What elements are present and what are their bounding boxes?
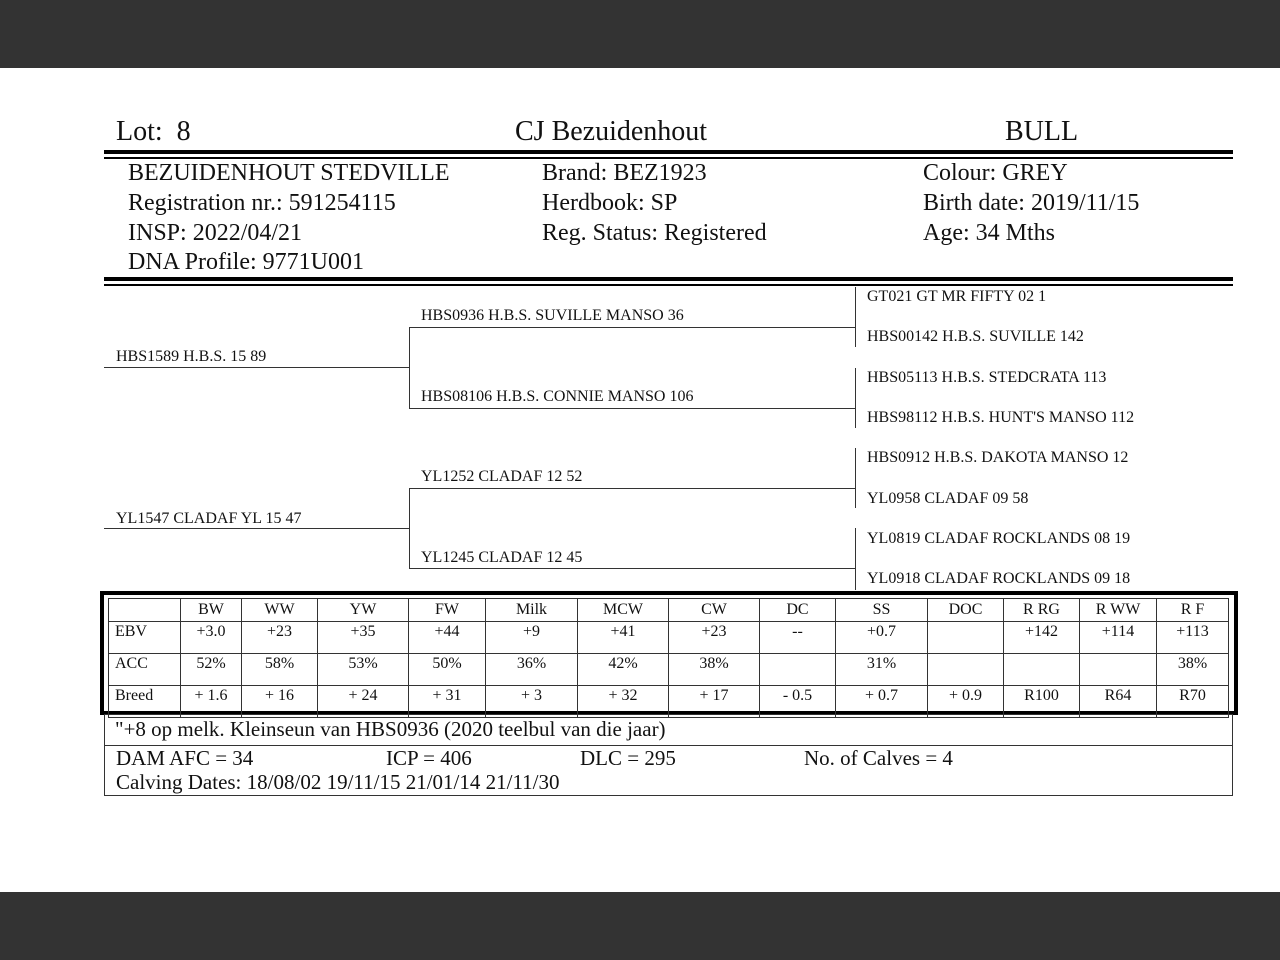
pedigree-sire: HBS1589 H.B.S. 15 89 bbox=[116, 348, 267, 365]
table-header-cell: FW bbox=[409, 599, 486, 622]
header-rule-thin bbox=[104, 157, 1233, 159]
seller-name: CJ Bezuidenhout bbox=[515, 116, 708, 147]
notes-box bbox=[104, 714, 1233, 796]
pedigree-dam-dam: YL1245 CLADAF 12 45 bbox=[421, 549, 583, 566]
pedigree-ggp-1: GT021 GT MR FIFTY 02 1 bbox=[867, 288, 1047, 305]
table-cell: 31% bbox=[836, 654, 928, 686]
age: Age: 34 Mths bbox=[923, 220, 1055, 246]
table-cell bbox=[928, 654, 1004, 686]
table-cell: + 0.7 bbox=[836, 686, 928, 718]
table-cell: +23 bbox=[242, 622, 318, 654]
table-cell: 36% bbox=[486, 654, 578, 686]
table-row bbox=[109, 686, 1229, 718]
table-cell bbox=[1080, 654, 1157, 686]
pedigree-sire-dam: HBS08106 H.B.S. CONNIE MANSO 106 bbox=[421, 388, 694, 405]
table-cell: +9 bbox=[486, 622, 578, 654]
table-cell: R100 bbox=[1004, 686, 1080, 718]
table-cell: +35 bbox=[318, 622, 409, 654]
pedigree-dam-sire: YL1252 CLADAF 12 52 bbox=[421, 468, 583, 485]
table-header-cell: YW bbox=[318, 599, 409, 622]
pedigree-ggp-8: YL0918 CLADAF ROCKLANDS 09 18 bbox=[867, 570, 1131, 587]
pedigree-line bbox=[409, 327, 856, 328]
info-rule-thick bbox=[104, 277, 1233, 281]
pedigree-sire-sire: HBS0936 H.B.S. SUVILLE MANSO 36 bbox=[421, 307, 684, 324]
table-cell: -- bbox=[760, 622, 836, 654]
table-header-cell: R RG bbox=[1004, 599, 1080, 622]
table-cell: +114 bbox=[1080, 622, 1157, 654]
table-row bbox=[109, 654, 1229, 686]
table-header-cell: R F bbox=[1157, 599, 1229, 622]
pedigree-ggp-4: HBS98112 H.B.S. HUNT'S MANSO 112 bbox=[867, 409, 1135, 426]
birth-date: Birth date: 2019/11/15 bbox=[923, 190, 1140, 216]
lot-number: 8 bbox=[176, 116, 191, 147]
table-header-cell: SS bbox=[836, 599, 928, 622]
table-cell bbox=[760, 654, 836, 686]
lot-label: Lot: bbox=[116, 116, 163, 147]
herdbook: Herdbook: SP bbox=[542, 190, 678, 216]
table-cell: 53% bbox=[318, 654, 409, 686]
calving-dates: Calving Dates: 18/08/02 19/11/15 21/01/14 21/11/30 bbox=[116, 770, 560, 794]
info-rule-thin bbox=[104, 284, 1233, 286]
top-letterbox-bar bbox=[0, 0, 1280, 68]
table-row-label: Breed bbox=[109, 686, 181, 718]
table-header-cell bbox=[109, 599, 181, 622]
dam-afc: DAM AFC = 34 bbox=[116, 746, 254, 770]
table-cell: +113 bbox=[1157, 622, 1229, 654]
table-cell: + 3 bbox=[486, 686, 578, 718]
table-cell: + 0.9 bbox=[928, 686, 1004, 718]
table-cell: 52% bbox=[181, 654, 242, 686]
table-cell: + 24 bbox=[318, 686, 409, 718]
animal-name: BEZUIDENHOUT STEDVILLE bbox=[128, 160, 450, 186]
dna-profile: DNA Profile: 9771U001 bbox=[128, 249, 364, 275]
table-cell: - 0.5 bbox=[760, 686, 836, 718]
registration-number: Registration nr.: 591254115 bbox=[128, 190, 396, 216]
table-cell: + 16 bbox=[242, 686, 318, 718]
header-rule-thick bbox=[104, 150, 1233, 154]
table-header-cell: DOC bbox=[928, 599, 1004, 622]
table-cell: +0.7 bbox=[836, 622, 928, 654]
breeder-comment: "+8 op melk. Kleinseun van HBS0936 (2020 teelbul van die jaar) bbox=[105, 715, 1232, 746]
pedigree-ggp-2: HBS00142 H.B.S. SUVILLE 142 bbox=[867, 328, 1084, 345]
table-header-cell: Milk bbox=[486, 599, 578, 622]
bottom-letterbox-bar bbox=[0, 892, 1280, 960]
pedigree-line bbox=[104, 528, 410, 529]
table-cell: 42% bbox=[578, 654, 669, 686]
table-cell: +41 bbox=[578, 622, 669, 654]
pedigree-ggp-6: YL0958 CLADAF 09 58 bbox=[867, 490, 1029, 507]
colour: Colour: GREY bbox=[923, 160, 1068, 186]
pedigree-line bbox=[855, 368, 856, 428]
table-row-label: EBV bbox=[109, 622, 181, 654]
pedigree-ggp-5: HBS0912 H.B.S. DAKOTA MANSO 12 bbox=[867, 449, 1129, 466]
table-row-label: ACC bbox=[109, 654, 181, 686]
registration-status: Reg. Status: Registered bbox=[542, 220, 767, 246]
table-cell: +3.0 bbox=[181, 622, 242, 654]
pedigree-line bbox=[409, 327, 410, 409]
table-cell: R64 bbox=[1080, 686, 1157, 718]
table-header-cell: R WW bbox=[1080, 599, 1157, 622]
insp-date: INSP: 2022/04/21 bbox=[128, 220, 303, 246]
pedigree-line bbox=[855, 528, 856, 590]
table-cell: 50% bbox=[409, 654, 486, 686]
pedigree-dam: YL1547 CLADAF YL 15 47 bbox=[116, 510, 302, 527]
table-cell bbox=[1004, 654, 1080, 686]
table-cell: +23 bbox=[669, 622, 760, 654]
dam-calves-count: No. of Calves = 4 bbox=[804, 746, 953, 770]
ebv-table bbox=[108, 598, 1229, 718]
lot-heading bbox=[116, 116, 191, 148]
pedigree-line bbox=[855, 287, 856, 347]
table-cell: + 17 bbox=[669, 686, 760, 718]
table-cell: + 32 bbox=[578, 686, 669, 718]
table-row bbox=[109, 622, 1229, 654]
pedigree-line bbox=[409, 408, 856, 409]
table-header-cell: CW bbox=[669, 599, 760, 622]
pedigree-line bbox=[104, 367, 410, 368]
table-cell: +142 bbox=[1004, 622, 1080, 654]
brand: Brand: BEZ1923 bbox=[542, 160, 707, 186]
table-header-cell: MCW bbox=[578, 599, 669, 622]
pedigree-line bbox=[855, 448, 856, 508]
pedigree-line bbox=[409, 568, 856, 569]
pedigree-line bbox=[409, 488, 856, 489]
table-cell: 58% bbox=[242, 654, 318, 686]
table-cell: +44 bbox=[409, 622, 486, 654]
animal-sex: BULL bbox=[1005, 116, 1079, 147]
table-header-cell: WW bbox=[242, 599, 318, 622]
dam-dlc: DLC = 295 bbox=[580, 746, 676, 770]
table-cell: + 31 bbox=[409, 686, 486, 718]
pedigree-ggp-3: HBS05113 H.B.S. STEDCRATA 113 bbox=[867, 369, 1107, 386]
table-header-cell: DC bbox=[760, 599, 836, 622]
table-cell: R70 bbox=[1157, 686, 1229, 718]
table-cell: 38% bbox=[1157, 654, 1229, 686]
table-cell bbox=[928, 622, 1004, 654]
dam-icp: ICP = 406 bbox=[386, 746, 472, 770]
pedigree-ggp-7: YL0819 CLADAF ROCKLANDS 08 19 bbox=[867, 530, 1131, 547]
table-cell: + 1.6 bbox=[181, 686, 242, 718]
table-cell: 38% bbox=[669, 654, 760, 686]
ebv-header-row bbox=[109, 599, 1229, 622]
pedigree-line bbox=[409, 488, 410, 569]
table-header-cell: BW bbox=[181, 599, 242, 622]
